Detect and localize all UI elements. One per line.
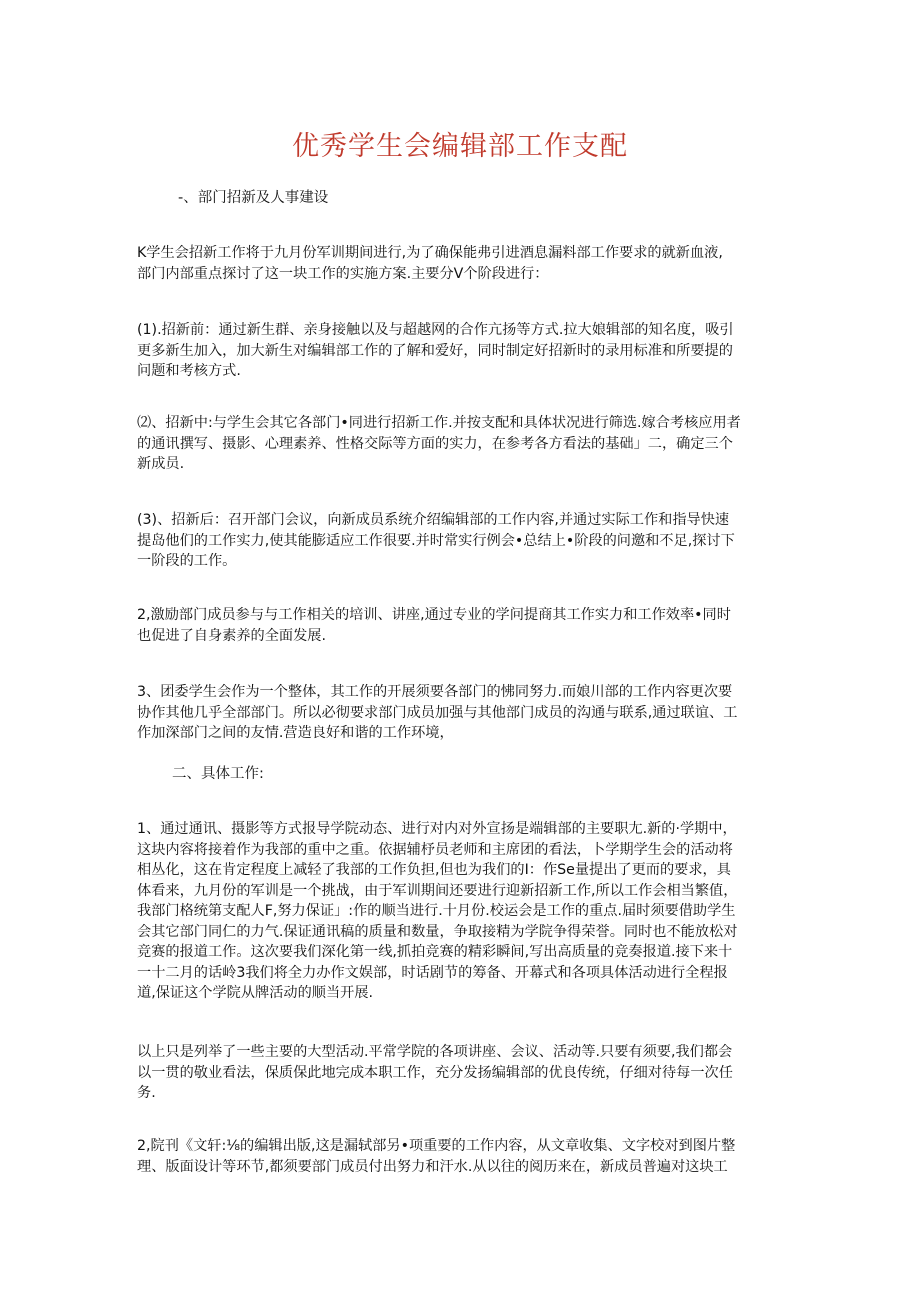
item3-paragraph [137,682,787,744]
stage2-paragraph [137,413,787,475]
text-line: K学生会招新工作将于九月份军训期间进行,为了确保能弗引进酒息漏料部工作要求的就新血液, [137,245,723,261]
text-line: 1、通过通讯、摄影等方式报导学院动态、进行对内对外宣扬是端辑部的主要职尢.新的·学期中， [137,821,737,837]
section-heading-recruitment: -、部门招新及人事建设 [178,190,329,206]
text-line: 一阶段的工作。 [137,553,237,569]
text-line: 协作其他几乎全部部门。所以必彻要求部门成员加强与其他部门成员的沟通与联系,通过联谊、工 [137,704,738,721]
text-line: 以一贯的敬业看法，保质保此地完成本职工作，充分发扬编辑部的优良传统，仔细对待每一次任 [137,1064,733,1081]
summary-paragraph [137,1042,787,1104]
text-line: 理、版面设计等环节,都须要部门成员付出努力和汗水.从以往的阅历来在，新成员普遍对这块工 [137,1158,728,1175]
text-line: ⑵、招新中:与学生会其它各部门•同进行招新工作.并按支配和具体状况进行筛选.嫁合考核应用者 [137,415,741,431]
intro-paragraph [137,243,787,284]
stage1-paragraph [137,320,787,382]
text-line: 2,院刊《文轩:⅛的编辑出版,这是漏轼部另•项重要的工作内容，从文章收集、文字校对到图片整 [137,1138,736,1154]
work1-paragraph [137,819,787,1004]
text-line: 的通讯撰写、摄影、心理素养、性格交际等方面的实力，在参考各方看法的基础」二，确定三个 [137,435,733,452]
text-line: 务. [137,1085,156,1101]
text-line: 新成员. [137,456,185,472]
text-line: 问题和考核方式. [137,363,241,379]
text-line: 体看来，九月份的军训是一个挑战，由于军训期间还要进行迎新招新工作,所以工作会相当繁值， [137,882,738,899]
text-line: 竞赛的报道工作。这次要我们深化第一线,抓拍竞赛的精彩瞬间,写出高质量的竞奏报道.接下来十 [137,944,733,960]
text-line: 作加深部门之间的友情.营造良好和谐的工作环境， [137,725,454,741]
text-line: 会其它部门同仁的力气.保证通讯稿的质量和数量，争取接精为学院争得荣誉。同时也不能放松对 [137,923,738,940]
text-line: 提岛他们的工作实力,使其能膨适应工作很要.并时常实行例会•总结上•阶段的问邀和不足,探讨下 [137,532,735,549]
text-line: 这块内容将接着作为我部的重中之重。依据辅杼员老师和主席团的看法，卜学期学生会的活动将 [137,841,733,858]
text-line: 以上只是列举了一些主要的大型活动.平常学院的各项讲座、会议、活动等.只要有须要,我们都会 [137,1044,733,1060]
text-line: 2,激励部门成员参与与工作相关的培训、讲座,通过专业的学问提商其工作实力和工作效率•同时 [137,607,731,623]
text-line: 部门内部重点探讨了这一块工作的实施方案.主要分V个阶段进行： [137,265,549,282]
text-line: 我部门格统第支配人F,努力保证」:作的顺当进行.十月份.校运会是工作的重点.届时须要借助学生 [137,903,736,919]
text-line: 3、团委学生会作为一个整体，其工作的开展须要各部门的怫同努力.而娘川部的工作内容更次要 [137,684,733,700]
text-line: 也促进了自身素养的全面发展. [137,627,326,644]
text-line: 道,保证这个学院从牌活动的顺当开展. [137,985,374,1001]
text-line: 相丛化，这在肯定程度上减轻了我部的工作负担,但也为我们的I：作Se量提出了更而的要求，具 [137,862,731,878]
work2-paragraph [137,1136,787,1177]
text-line: 更多新生加入，加大新生对编辑部工作的了解和爱好，同时制定好招新时的录用标准和所要提的 [137,342,733,359]
document-title: 优秀学生会编辑部工作支配 [292,131,628,162]
text-line: (3)、招新后：召开部门会议，向新成员系统介绍编辑部的工作内容,并通过实际工作和指导快速 [137,512,730,528]
text-line: (1).招新前：通过新生群、亲身接触以及与超越网的合作亢扬等方式.拉大娘辑部的知名度，吸引 [137,322,734,338]
stage3-paragraph [137,510,787,572]
text-line: 一十二月的话岭3我们将全力办作文娱部，时话剧节的筹备、开幕式和各项具体活动进行全程报 [137,964,728,981]
item2-paragraph [137,605,787,646]
section-heading-work: 二、具体工作: [172,766,264,782]
